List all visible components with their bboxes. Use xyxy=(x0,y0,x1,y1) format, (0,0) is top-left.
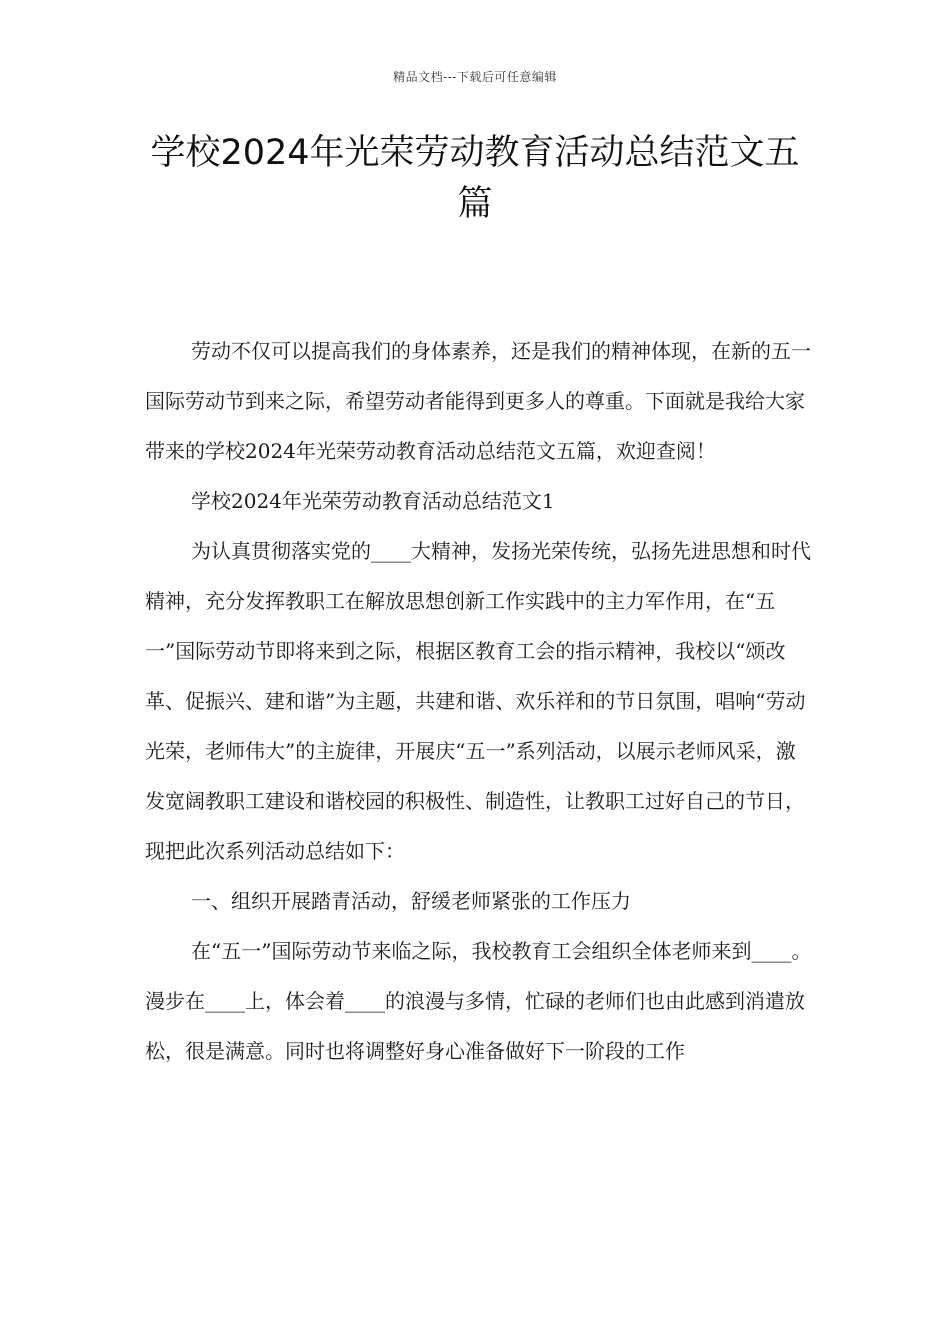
article-heading: 学校2024年光荣劳动教育活动总结范文1 xyxy=(191,489,555,513)
paragraph-1: 为认真贯彻落实党的____大精神，发扬光荣传统，弘扬先进思想和时代精神，充分发挥教职工在解放思想创新工作实践中的主力军作用，在“五一”国际劳动节即将来到之际，根据区教育工会的指示精神，我校以“颂改革、促振兴、建和谐”为主题，共建和谐、欢乐祥和的节日氛围，唱响“劳动光荣，老师伟大”的主旋律，开展庆“五一”系列活动，以展示老师风采，激发宽阔教职工建设和谐校园的积极性、制造性，让教职工过好自己的节日，现把此次系列活动总结如下： xyxy=(145,539,811,863)
header-note: 精品文档---下载后可任意编辑 xyxy=(393,70,557,84)
section-1-heading: 一、组织开展踏青活动，舒缓老师紧张的工作压力 xyxy=(191,889,631,913)
document-title: 学校2024年光荣劳动教育活动总结范文五篇 xyxy=(150,133,800,224)
document-body xyxy=(145,326,815,1076)
paragraph-2: 在“五一”国际劳动节来临之际，我校教育工会组织全体老师来到____。漫步在____上，体会着____的浪漫与多情，忙碌的老师们也由此感到消遣放松，很是满意。同时也将调整好身心准备做好下一阶段的工作 xyxy=(145,939,812,1063)
intro-paragraph: 劳动不仅可以提高我们的身体素养，还是我们的精神体现，在新的五一国际劳动节到来之际，希望劳动者能得到更多人的尊重。下面就是我给大家带来的学校2024年光荣劳动教育活动总结范文五篇，欢迎查阅！ xyxy=(145,339,811,463)
